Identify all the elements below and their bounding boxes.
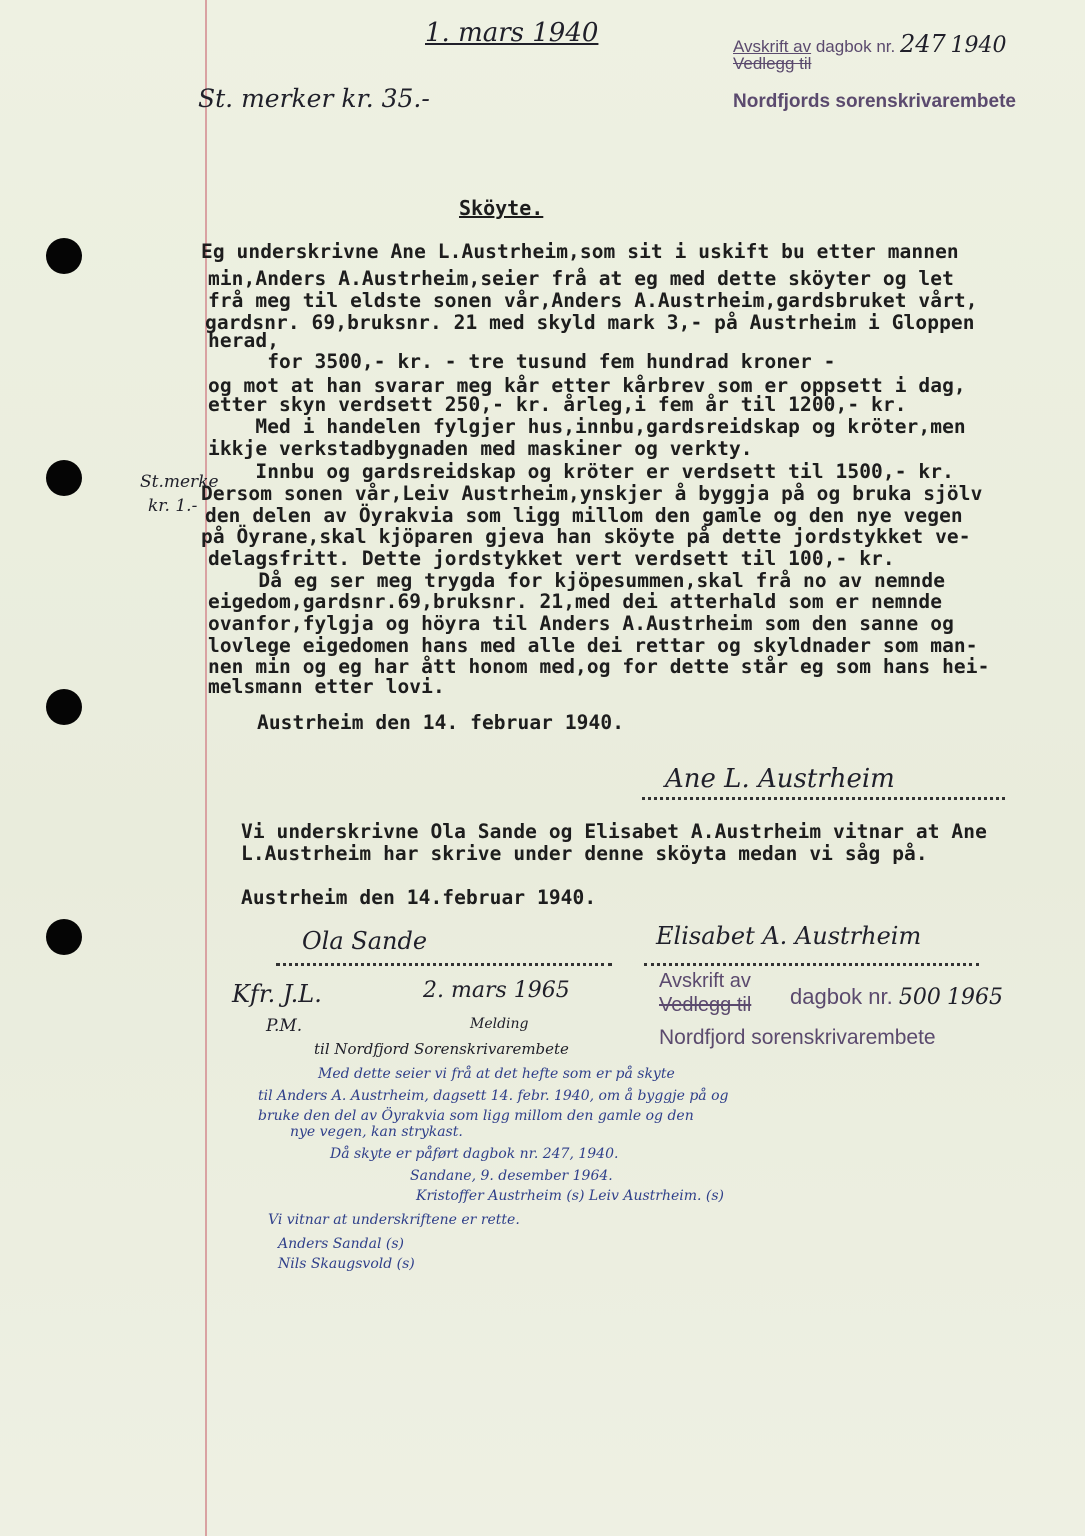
deed-line: og mot at han svarar meg kår etter kårbrev som er oppsett i dag, <box>208 374 966 397</box>
blue-ink-line: Vi vitnar at underskriftene er rette. <box>268 1212 520 1228</box>
document-title: Sköyte. <box>459 196 544 220</box>
deed-line: herad, <box>208 329 280 352</box>
signature-line <box>642 797 1005 800</box>
signature-ane: Ane L. Austrheim <box>665 764 895 794</box>
deed-line: eigedom,gardsnr.69,bruksnr. 21,med dei atterhald som er nemnde <box>208 590 943 613</box>
deed-line: ikkje verkstadbygnaden med maskiner og verkty. <box>208 437 753 460</box>
deed-line: gardsnr. 69,bruksnr. 21 med skyld mark 3,- på Austrheim i Gloppen <box>205 311 975 334</box>
deed-line: frå meg til eldste sonen vår,Anders A.Austrheim,gardsbruket vårt, <box>208 289 978 312</box>
deed-line: for 3500,- kr. - tre tusund fem hundrad kroner - <box>208 350 836 373</box>
deed-line: Med i handelen fylgjer hus,innbu,gardsreidskap og kröter,men <box>208 415 966 438</box>
stamp-dagbok-2-number: 500 <box>898 985 941 1010</box>
stamp-vedlegg <box>733 54 811 74</box>
signature-line <box>644 963 979 966</box>
blue-ink-line: Nils Skaugsvold (s) <box>278 1256 415 1272</box>
deed-line: min,Anders A.Austrheim,seier frå at eg med dette sköyter og let <box>208 267 954 290</box>
blue-ink-line: Med dette seier vi frå at det hefte som er på skyte <box>318 1066 675 1082</box>
stamp-office: Nordfjords sorenskrivarembete <box>733 91 1016 112</box>
deed-line: på Öyrane,skal kjöparen gjeva han sköyte på dette jordstykket ve- <box>201 525 971 548</box>
margin-note-line2: kr. 1.- <box>148 496 198 516</box>
deed-line: den delen av Öyrakvia som ligg millom den gamle og den nye vegen <box>205 504 963 527</box>
punch-hole-icon <box>46 460 82 496</box>
deed-line: etter skyn verdsett 250,- kr. årleg,i fem år til 1200,- kr. <box>208 393 907 416</box>
punch-hole-icon <box>46 689 82 725</box>
stamp-office-2: Nordfjord sorenskrivarembete <box>659 1026 936 1049</box>
margin-note-line1: St.merke <box>140 472 219 492</box>
stamp-dagbok-label: dagbok nr. <box>815 37 896 56</box>
blue-ink-line: Kristoffer Austrheim (s) Leiv Austrheim. (s) <box>416 1188 725 1204</box>
deed-line: Eg underskrivne Ane L.Austrheim,som sit i uskift bu etter mannen <box>201 240 959 263</box>
stamp-avskrift: Avskrift av <box>733 37 812 56</box>
place-date-2: Austrheim den 14.februar 1940. <box>241 886 597 909</box>
blue-ink-line: Då skyte er påført dagbok nr. 247, 1940. <box>330 1146 619 1162</box>
signature-line <box>276 963 612 966</box>
deed-line: melsmann etter lovi. <box>208 675 445 698</box>
annotation-melding: Melding <box>470 1016 529 1032</box>
stamp-dagbok-number: 247 <box>899 30 946 58</box>
blue-ink-line: nye vegen, kan strykast. <box>290 1124 463 1140</box>
signature-ola: Ola Sande <box>302 927 428 955</box>
witness-line: Vi underskrivne Ola Sande og Elisabet A.Austrheim vitnar at Ane <box>241 820 987 843</box>
witness-line: L.Austrheim har skrive under denne sköyta medan vi såg på. <box>241 842 928 865</box>
stamp-dagbok-2-label: dagbok nr. <box>790 984 893 1009</box>
annotation-date: 2. mars 1965 <box>423 978 570 1003</box>
blue-ink-line: Anders Sandal (s) <box>278 1236 404 1252</box>
handwritten-stamp-duty: St. merker kr. 35.- <box>198 84 430 113</box>
deed-line: Dersom sonen vår,Leiv Austrheim,ynskjer å byggja på og bruka sjölv <box>201 482 983 505</box>
blue-ink-line: til Anders A. Austrheim, dagsett 14. febr. 1940, om å byggje på og <box>258 1088 729 1104</box>
annotation-initials: Kfr. J.L. <box>232 980 322 1008</box>
punch-hole-icon <box>46 238 82 274</box>
stamp-avskrift-2: Avskrift av <box>659 970 751 992</box>
deed-line: nen min og eg har ått honom med,og for dette står eg som hans hei- <box>208 655 990 678</box>
signature-elisabet: Elisabet A. Austrheim <box>656 922 922 950</box>
deed-line: Då eg ser meg trygda for kjöpesummen,skal frå no av nemnde <box>211 569 946 592</box>
handwritten-date: 1. mars 1940 <box>425 18 599 48</box>
deed-line: Innbu og gardsreidskap og kröter er verdsett til 1500,- kr. <box>208 460 954 483</box>
stamp-year: 1940 <box>950 33 1007 58</box>
stamp-vedlegg-2 <box>659 994 751 1017</box>
stamp-dagbok-2 <box>790 984 1003 1010</box>
stamp-vedlegg-2-text: Vedlegg til <box>659 994 752 1016</box>
annotation-initials-2: P.M. <box>266 1016 303 1036</box>
stamp-vedlegg-text: Vedlegg til <box>733 54 812 73</box>
place-date-1: Austrheim den 14. februar 1940. <box>257 711 625 734</box>
stamp-dagbok-2-year: 1965 <box>947 985 1003 1010</box>
margin-line <box>205 0 207 1536</box>
punch-hole-icon <box>46 919 82 955</box>
deed-line: ovanfor,fylgja og höyra til Anders A.Austrheim som den sanne og <box>208 612 954 635</box>
deed-line: delagsfritt. Dette jordstykket vert verdsett til 100,- kr. <box>208 547 895 570</box>
blue-ink-line: bruke den del av Öyrakvia som ligg millom den gamle og den <box>258 1108 694 1124</box>
deed-line: lovlege eigedomen hans med alle dei rettar og skyldnader som man- <box>208 634 978 657</box>
annotation-to-office: til Nordfjord Sorenskrivarembete <box>314 1040 569 1058</box>
blue-ink-line: Sandane, 9. desember 1964. <box>410 1168 613 1184</box>
